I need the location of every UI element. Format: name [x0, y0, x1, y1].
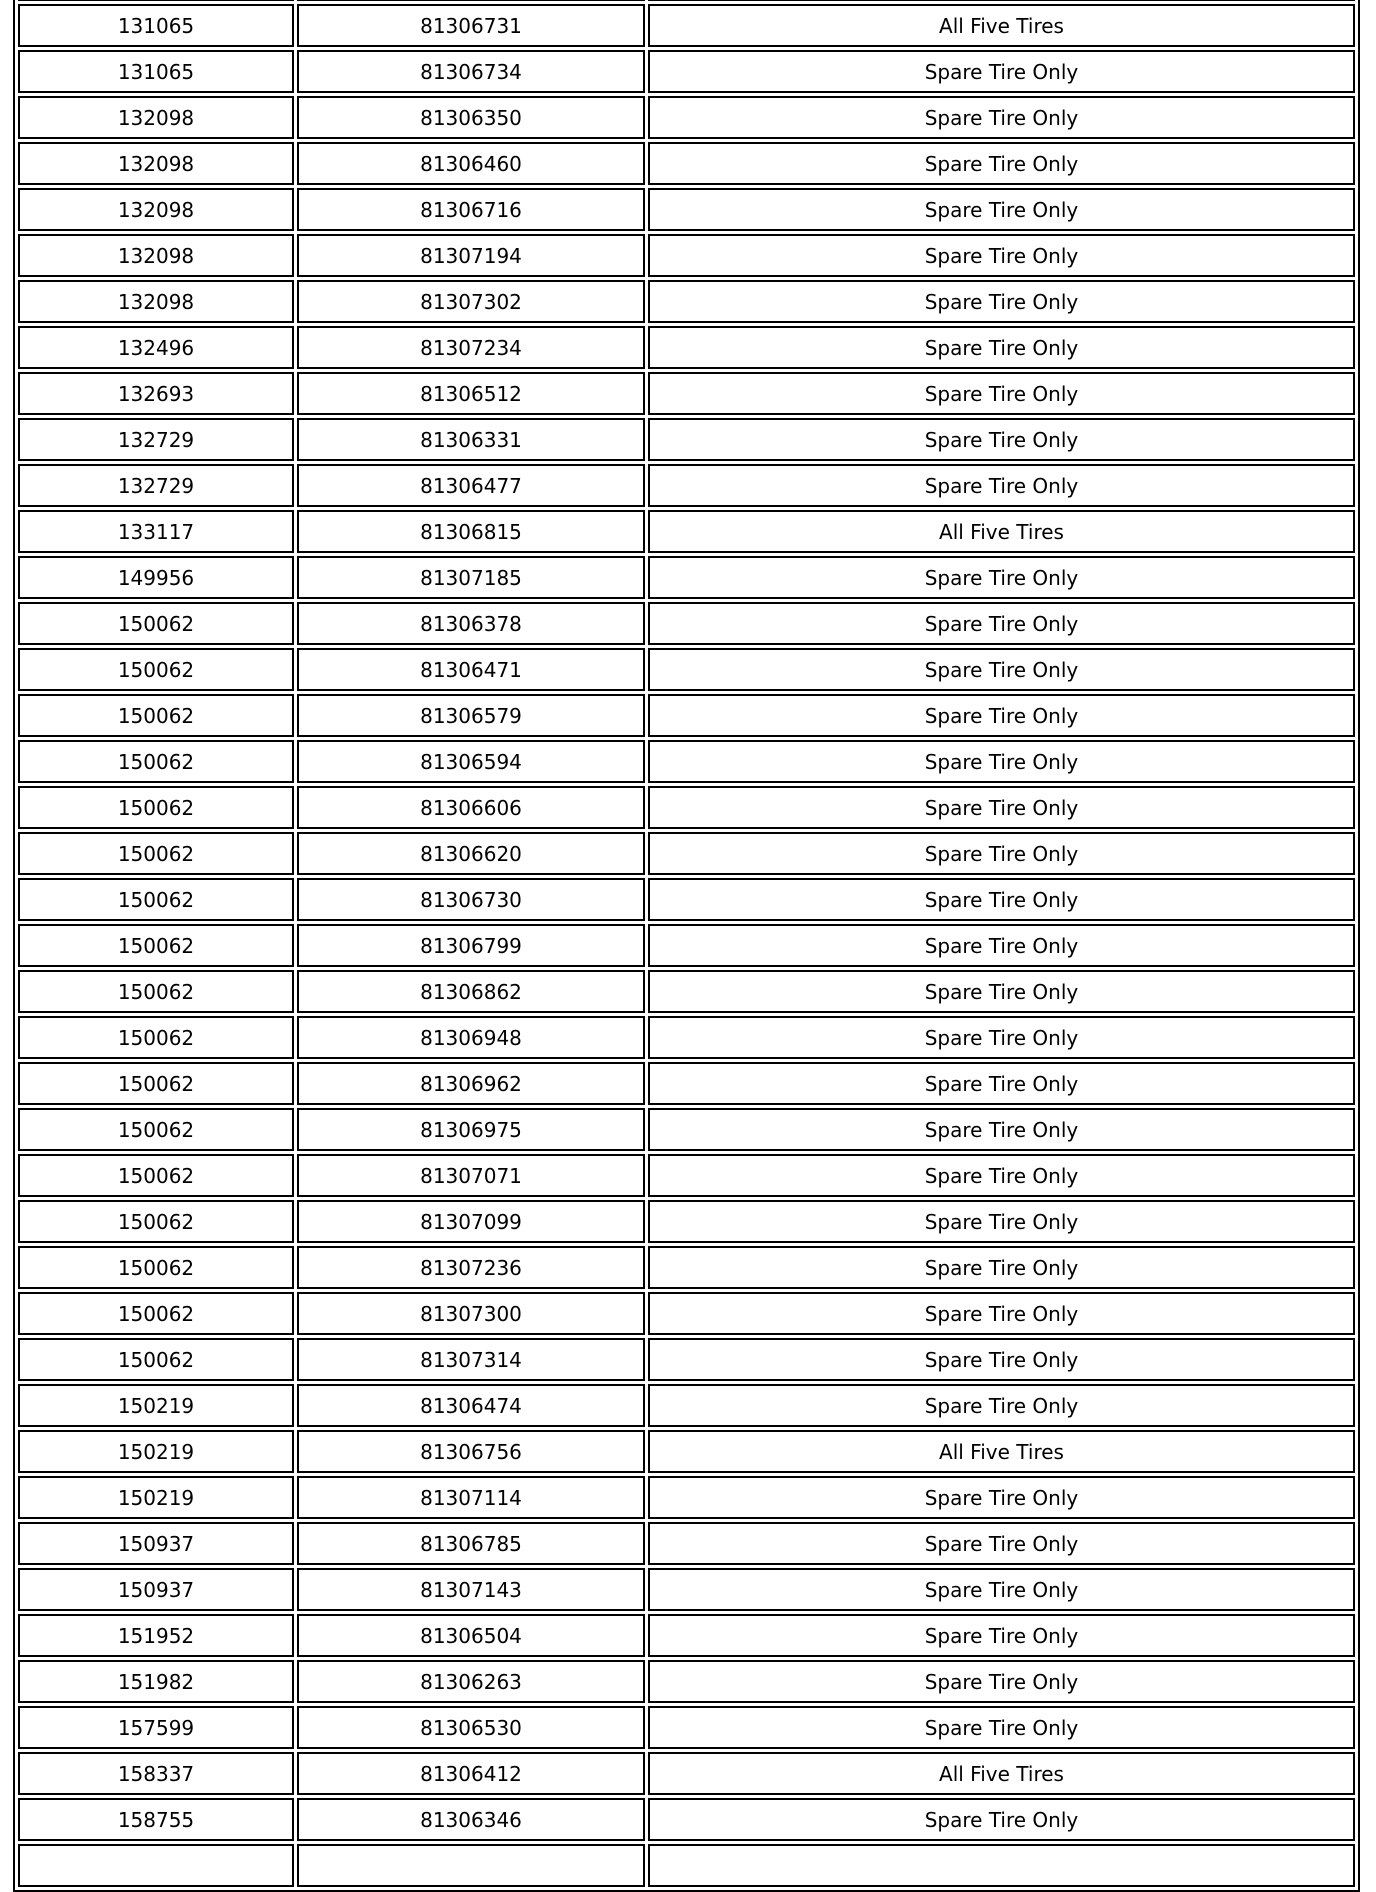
table-row — [18, 1154, 1355, 1197]
id-number-cell: 132496 — [18, 326, 294, 369]
id-number-cell — [18, 0, 294, 1]
table-row — [18, 740, 1355, 783]
table-row — [18, 1430, 1355, 1473]
id-number-cell: 150062 — [18, 786, 294, 829]
id-number-cell: 131065 — [18, 4, 294, 47]
tire-coverage-cell: Spare Tire Only — [648, 1384, 1355, 1427]
tire-coverage-cell: Spare Tire Only — [648, 464, 1355, 507]
tire-coverage-cell: Spare Tire Only — [648, 878, 1355, 921]
table-row — [18, 786, 1355, 829]
order-number-cell: 81306331 — [297, 418, 645, 461]
table-row — [18, 878, 1355, 921]
id-number-cell: 150062 — [18, 740, 294, 783]
tire-coverage-cell: Spare Tire Only — [648, 1016, 1355, 1059]
table-row — [18, 1568, 1355, 1611]
id-number-cell: 150219 — [18, 1476, 294, 1519]
order-number-cell: 81307114 — [297, 1476, 645, 1519]
tire-coverage-cell: Spare Tire Only — [648, 1798, 1355, 1841]
order-number-cell: 81306862 — [297, 970, 645, 1013]
table-row — [18, 96, 1355, 139]
tire-coverage-cell: Spare Tire Only — [648, 142, 1355, 185]
table-row — [18, 648, 1355, 691]
id-number-cell: 132729 — [18, 418, 294, 461]
order-number-cell: 81306756 — [297, 1430, 645, 1473]
order-number-cell: 81307234 — [297, 326, 645, 369]
tire-coverage-cell: Spare Tire Only — [648, 648, 1355, 691]
tire-coverage-cell: Spare Tire Only — [648, 556, 1355, 599]
order-number-cell: 81307314 — [297, 1338, 645, 1381]
table-row — [18, 510, 1355, 553]
tire-coverage-cell: All Five Tires — [648, 1430, 1355, 1473]
order-number-cell: 81307300 — [297, 1292, 645, 1335]
tire-coverage-cell: Spare Tire Only — [648, 832, 1355, 875]
id-number-cell: 150062 — [18, 1200, 294, 1243]
id-number-cell: 150062 — [18, 970, 294, 1013]
table-row — [18, 1384, 1355, 1427]
id-number-cell: 150219 — [18, 1430, 294, 1473]
id-number-cell: 150062 — [18, 1016, 294, 1059]
id-number-cell: 158755 — [18, 1798, 294, 1841]
tire-coverage-cell: Spare Tire Only — [648, 1200, 1355, 1243]
table-row — [18, 1798, 1355, 1841]
table-row — [18, 50, 1355, 93]
id-number-cell: 150062 — [18, 832, 294, 875]
order-number-cell: 81307099 — [297, 1200, 645, 1243]
id-number-cell: 132098 — [18, 280, 294, 323]
id-number-cell: 150062 — [18, 648, 294, 691]
tire-coverage-table — [13, 0, 1360, 1892]
order-number-cell: 81306530 — [297, 1706, 645, 1749]
id-number-cell: 149956 — [18, 556, 294, 599]
order-number-cell: 81306477 — [297, 464, 645, 507]
order-number-cell: 81306350 — [297, 96, 645, 139]
id-number-cell: 132693 — [18, 372, 294, 415]
tire-coverage-cell: Spare Tire Only — [648, 1338, 1355, 1381]
id-number-cell — [18, 1844, 294, 1887]
id-number-cell: 132098 — [18, 96, 294, 139]
table-row — [18, 1844, 1355, 1887]
tire-coverage-cell: Spare Tire Only — [648, 188, 1355, 231]
order-number-cell: 81306471 — [297, 648, 645, 691]
tire-coverage-cell: Spare Tire Only — [648, 234, 1355, 277]
tire-coverage-cell — [648, 1844, 1355, 1887]
order-number-cell: 81306346 — [297, 1798, 645, 1841]
table-row — [18, 326, 1355, 369]
table-row — [18, 4, 1355, 47]
id-number-cell: 150062 — [18, 694, 294, 737]
table-row — [18, 1108, 1355, 1151]
tire-coverage-cell: Spare Tire Only — [648, 1522, 1355, 1565]
table-row — [18, 234, 1355, 277]
tire-coverage-cell: Spare Tire Only — [648, 694, 1355, 737]
id-number-cell: 132098 — [18, 142, 294, 185]
tire-coverage-cell: Spare Tire Only — [648, 96, 1355, 139]
order-number-cell: 81306460 — [297, 142, 645, 185]
id-number-cell: 150062 — [18, 924, 294, 967]
id-number-cell: 132098 — [18, 188, 294, 231]
order-number-cell: 81306716 — [297, 188, 645, 231]
tire-coverage-cell: Spare Tire Only — [648, 372, 1355, 415]
table-row — [18, 372, 1355, 415]
table-body — [18, 0, 1355, 1887]
table-row — [18, 1522, 1355, 1565]
tire-coverage-cell: Spare Tire Only — [648, 326, 1355, 369]
order-number-cell: 81306730 — [297, 878, 645, 921]
id-number-cell: 150062 — [18, 1154, 294, 1197]
id-number-cell: 150219 — [18, 1384, 294, 1427]
id-number-cell: 151952 — [18, 1614, 294, 1657]
order-number-cell: 81306799 — [297, 924, 645, 967]
order-number-cell: 81306474 — [297, 1384, 645, 1427]
id-number-cell: 151982 — [18, 1660, 294, 1703]
order-number-cell: 81306785 — [297, 1522, 645, 1565]
order-number-cell: 81306594 — [297, 740, 645, 783]
id-number-cell: 158337 — [18, 1752, 294, 1795]
order-number-cell: 81307071 — [297, 1154, 645, 1197]
tire-coverage-cell: Spare Tire Only — [648, 1062, 1355, 1105]
id-number-cell: 131065 — [18, 50, 294, 93]
tire-coverage-cell: All Five Tires — [648, 1752, 1355, 1795]
tire-coverage-cell: Spare Tire Only — [648, 1154, 1355, 1197]
tire-coverage-cell: Spare Tire Only — [648, 280, 1355, 323]
tire-coverage-cell: Spare Tire Only — [648, 418, 1355, 461]
order-number-cell: 81306504 — [297, 1614, 645, 1657]
table-row — [18, 418, 1355, 461]
order-number-cell: 81307194 — [297, 234, 645, 277]
table-row — [18, 1614, 1355, 1657]
id-number-cell: 150062 — [18, 1062, 294, 1105]
table-row — [18, 280, 1355, 323]
order-number-cell: 81306378 — [297, 602, 645, 645]
order-number-cell: 81307302 — [297, 280, 645, 323]
order-number-cell: 81306412 — [297, 1752, 645, 1795]
tire-coverage-cell — [648, 0, 1355, 1]
table-row — [18, 142, 1355, 185]
order-number-cell: 81307185 — [297, 556, 645, 599]
table-row — [18, 1706, 1355, 1749]
table-row — [18, 188, 1355, 231]
table-row — [18, 1292, 1355, 1335]
tire-coverage-cell: Spare Tire Only — [648, 970, 1355, 1013]
id-number-cell: 150062 — [18, 1246, 294, 1289]
table-row — [18, 1476, 1355, 1519]
order-number-cell — [297, 1844, 645, 1887]
table-row — [18, 1752, 1355, 1795]
table-row — [18, 1660, 1355, 1703]
tire-coverage-cell: Spare Tire Only — [648, 50, 1355, 93]
table-row — [18, 970, 1355, 1013]
id-number-cell: 132729 — [18, 464, 294, 507]
tire-coverage-cell: Spare Tire Only — [648, 1476, 1355, 1519]
tire-coverage-cell: Spare Tire Only — [648, 1108, 1355, 1151]
table-row — [18, 1338, 1355, 1381]
id-number-cell: 150062 — [18, 1292, 294, 1335]
order-number-cell: 81306948 — [297, 1016, 645, 1059]
table-row — [18, 1062, 1355, 1105]
order-number-cell: 81306975 — [297, 1108, 645, 1151]
tire-coverage-cell: All Five Tires — [648, 510, 1355, 553]
table-row — [18, 556, 1355, 599]
tire-coverage-cell: All Five Tires — [648, 4, 1355, 47]
order-number-cell: 81306962 — [297, 1062, 645, 1105]
id-number-cell: 157599 — [18, 1706, 294, 1749]
order-number-cell: 81307143 — [297, 1568, 645, 1611]
id-number-cell: 133117 — [18, 510, 294, 553]
table-row — [18, 602, 1355, 645]
tire-coverage-cell: Spare Tire Only — [648, 740, 1355, 783]
order-number-cell: 81306815 — [297, 510, 645, 553]
order-number-cell: 81306620 — [297, 832, 645, 875]
table-row — [18, 1246, 1355, 1289]
id-number-cell: 150937 — [18, 1568, 294, 1611]
table-row — [18, 1016, 1355, 1059]
order-number-cell — [297, 0, 645, 1]
order-number-cell: 81306734 — [297, 50, 645, 93]
tire-coverage-cell: Spare Tire Only — [648, 1660, 1355, 1703]
id-number-cell: 132098 — [18, 234, 294, 277]
tire-coverage-cell: Spare Tire Only — [648, 924, 1355, 967]
id-number-cell: 150937 — [18, 1522, 294, 1565]
table-row — [18, 1200, 1355, 1243]
tire-coverage-cell: Spare Tire Only — [648, 1614, 1355, 1657]
table-row — [18, 464, 1355, 507]
order-number-cell: 81306579 — [297, 694, 645, 737]
table-row — [18, 0, 1355, 1]
id-number-cell: 150062 — [18, 1108, 294, 1151]
table-row — [18, 832, 1355, 875]
order-number-cell: 81307236 — [297, 1246, 645, 1289]
tire-coverage-cell: Spare Tire Only — [648, 1246, 1355, 1289]
order-number-cell: 81306263 — [297, 1660, 645, 1703]
table-row — [18, 924, 1355, 967]
id-number-cell: 150062 — [18, 1338, 294, 1381]
order-number-cell: 81306512 — [297, 372, 645, 415]
tire-coverage-cell: Spare Tire Only — [648, 1292, 1355, 1335]
tire-coverage-cell: Spare Tire Only — [648, 602, 1355, 645]
tire-coverage-cell: Spare Tire Only — [648, 1706, 1355, 1749]
order-number-cell: 81306606 — [297, 786, 645, 829]
tire-coverage-cell: Spare Tire Only — [648, 1568, 1355, 1611]
id-number-cell: 150062 — [18, 878, 294, 921]
table-row — [18, 694, 1355, 737]
id-number-cell: 150062 — [18, 602, 294, 645]
tire-coverage-cell: Spare Tire Only — [648, 786, 1355, 829]
order-number-cell: 81306731 — [297, 4, 645, 47]
